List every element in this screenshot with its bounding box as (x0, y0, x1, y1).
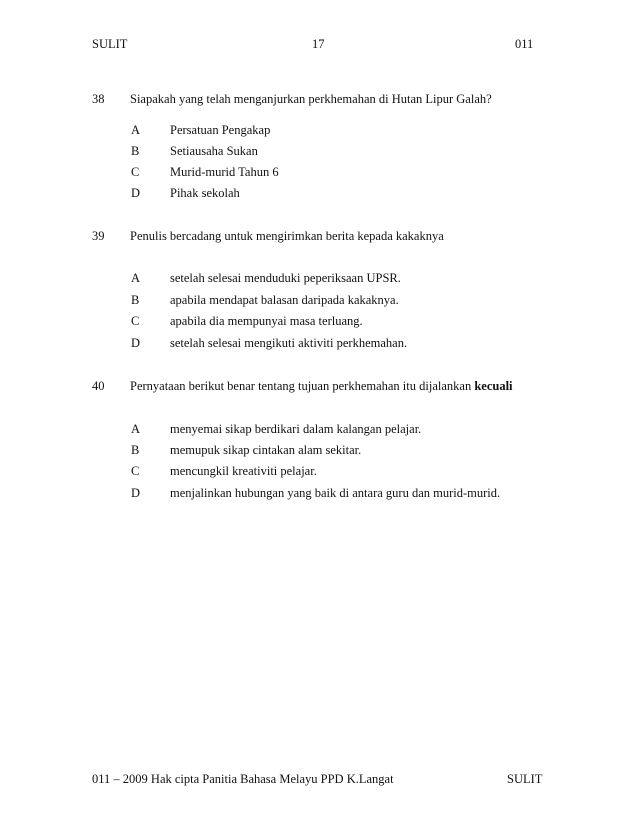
option-text: menjalinkan hubungan yang baik di antara guru dan murid-murid. (170, 486, 501, 500)
option-letter: C (131, 464, 140, 478)
option-letter: A (131, 123, 141, 137)
question-number: 38 (92, 92, 105, 106)
option-letter: C (131, 314, 140, 328)
footer-classification: SULIT (507, 772, 543, 786)
question-text: Pernyataan berikut benar tentang tujuan perkhemahan itu dijalankan (130, 379, 472, 393)
question-number: 40 (92, 379, 105, 393)
option-letter: A (131, 422, 141, 436)
copyright-footer: 011 – 2009 Hak cipta Panitia Bahasa Melayu PPD K.Langat (92, 772, 394, 786)
question-text: Penulis bercadang untuk mengirimkan berita kepada kakaknya (130, 229, 444, 243)
question-number: 39 (92, 229, 105, 243)
page-number: 17 (312, 37, 325, 51)
option-text: apabila dia mempunyai masa terluang. (170, 314, 363, 328)
option-letter: B (131, 144, 140, 158)
option-text: setelah selesai mengikuti aktiviti perkhemahan. (170, 336, 408, 350)
question-text: Siapakah yang telah menganjurkan perkhemahan di Hutan Lipur Galah? (130, 92, 492, 106)
paper-code: 011 (515, 37, 534, 51)
option-letter: B (131, 443, 140, 457)
option-letter: A (131, 271, 141, 285)
option-letter: D (131, 186, 141, 200)
option-text: Murid-murid Tahun 6 (170, 165, 279, 179)
option-letter: B (131, 293, 140, 307)
option-letter: D (131, 336, 141, 350)
option-text: menyemai sikap berdikari dalam kalangan pelajar. (170, 422, 422, 436)
option-letter: D (131, 486, 141, 500)
option-text: Pihak sekolah (170, 186, 240, 200)
header-classification: SULIT (92, 37, 128, 51)
question-text-line (130, 379, 513, 394)
option-text: mencungkil kreativiti pelajar. (170, 464, 317, 478)
option-text: Setiausaha Sukan (170, 144, 258, 158)
option-text: setelah selesai menduduki peperiksaan UPSR. (170, 271, 401, 285)
option-text: Persatuan Pengakap (170, 123, 271, 137)
question-emphasis: kecuali (474, 379, 513, 393)
option-letter: C (131, 165, 140, 179)
option-text: memupuk sikap cintakan alam sekitar. (170, 443, 362, 457)
option-text: apabila mendapat balasan daripada kakaknya. (170, 293, 399, 307)
